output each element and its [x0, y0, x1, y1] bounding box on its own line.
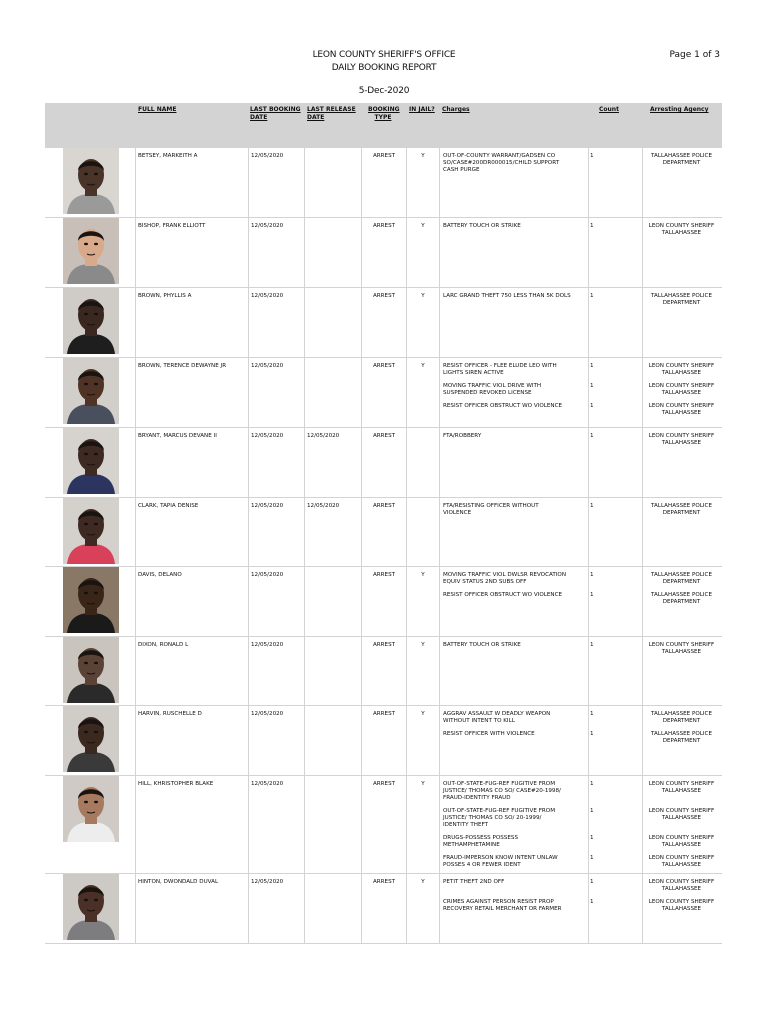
- col-header-charges: Charges: [442, 106, 470, 113]
- cell-rel: [305, 148, 361, 217]
- in-jail-flag: Y: [421, 363, 425, 369]
- arresting-agency: LEON COUNTY SHERIFF: [648, 363, 715, 369]
- charge-text: FRAUD-IMPERSON KNOW INTENT UNLAW: [443, 855, 558, 861]
- arresting-agency: TALLAHASSEE POLICE: [651, 731, 712, 737]
- charge-count: 1: [590, 711, 594, 717]
- charge-text: RESIST OFFICER OBSTRUCT WO VIOLENCE: [443, 592, 563, 598]
- table-row: [45, 498, 722, 566]
- arresting-agency: LEON COUNTY SHERIFF: [648, 879, 715, 885]
- charge-text: RECOVERY RETAIL MERCHANT OR FARMER: [443, 906, 562, 912]
- inmate-name: BISHOP, FRANK ELLIOTT: [138, 223, 206, 229]
- in-jail-flag: Y: [421, 293, 425, 299]
- booking-type: ARREST: [372, 572, 396, 578]
- charge-count: 1: [590, 572, 594, 578]
- charge-text: JUSTICE/ THOMAS CO SO/ 20-1999/: [443, 815, 542, 821]
- table-row: [45, 148, 722, 217]
- arresting-agency: LEON COUNTY SHERIFF: [648, 642, 715, 648]
- cell-jail: [407, 776, 439, 873]
- charge-text: AGGRAV ASSAULT W DEADLY WEAPON: [443, 711, 551, 717]
- charge-text: OUT-OF-COUNTY WARRANT/GADSEN CO: [443, 153, 556, 159]
- charge-text: MOVING TRAFFIC VIOL DWLSR REVOCATION: [443, 572, 567, 578]
- charge-text: LARC GRAND THEFT 750 LESS THAN 5K DOLS: [443, 293, 571, 299]
- cell-name: [136, 776, 248, 873]
- charge-text: RESIST OFFICER - FLEE ELUDE LEO WITH: [443, 363, 557, 369]
- cell-type: [362, 776, 406, 873]
- charge-count: 1: [590, 363, 594, 369]
- inmate-name: HINTON, DWONDALD DUVAL: [138, 879, 219, 885]
- charge-text: BATTERY TOUCH OR STRIKE: [443, 223, 521, 229]
- col-header-full-name: FULL NAME: [138, 106, 177, 113]
- table-row: [45, 428, 722, 497]
- arresting-agency: TALLAHASSEE: [661, 230, 702, 236]
- blank-area: [45, 845, 135, 873]
- charge-text: FTA/RESISTING OFFICER WITHOUT: [443, 503, 539, 509]
- mugshot-photo: [63, 567, 119, 633]
- table-row: [45, 358, 722, 427]
- charge-text: VIOLENCE: [443, 510, 472, 516]
- booking-date: 12/05/2020: [251, 293, 284, 299]
- table-row: [45, 874, 722, 943]
- arresting-agency: LEON COUNTY SHERIFF: [648, 781, 715, 787]
- cell-rel: [305, 358, 361, 427]
- booking-date: 12/05/2020: [251, 503, 284, 509]
- mugshot-photo: [63, 288, 119, 354]
- arresting-agency: TALLAHASSEE POLICE: [651, 592, 712, 598]
- mugshot-photo: [63, 498, 119, 564]
- charge-text: EQUIV STATUS 2ND SUBS OFF: [443, 579, 527, 585]
- booking-type: ARREST: [372, 642, 396, 648]
- arresting-agency: LEON COUNTY SHERIFF: [648, 383, 715, 389]
- booking-type: ARREST: [372, 879, 396, 885]
- arresting-agency: TALLAHASSEE: [661, 370, 702, 376]
- arresting-agency: TALLAHASSEE: [661, 440, 702, 446]
- charge-text: FRAUD-IDENTITY FRAUD: [443, 795, 511, 801]
- charge-text: OUT-OF-STATE-FUG-REF FUGITIVE FROM: [443, 781, 556, 787]
- booking-date: 12/05/2020: [251, 153, 284, 159]
- booking-date: 12/05/2020: [251, 642, 284, 648]
- col-header-arresting-agency: Arresting Agency: [650, 106, 709, 113]
- in-jail-flag: Y: [421, 223, 425, 229]
- charge-count: 1: [590, 153, 594, 159]
- cell-rel: [305, 218, 361, 287]
- arresting-agency: TALLAHASSEE: [661, 390, 702, 396]
- arresting-agency: LEON COUNTY SHERIFF: [648, 835, 715, 841]
- charge-text: POSSES 4 OR FEWER IDENT: [443, 862, 521, 868]
- booking-date: 12/05/2020: [251, 711, 284, 717]
- inmate-name: HARVIN, RUSCHELLE D: [138, 711, 202, 717]
- inmate-name: HILL, KHRISTOPHER BLAKE: [138, 781, 214, 787]
- mugshot-photo: [63, 218, 119, 284]
- charge-text: IDENTITY THEFT: [443, 822, 489, 828]
- cell-jail: [407, 498, 439, 566]
- release-date: 12/05/2020: [307, 503, 340, 509]
- charge-text: RESIST OFFICER OBSTRUCT WO VIOLENCE: [443, 403, 563, 409]
- charge-count: 1: [590, 503, 594, 509]
- inmate-name: BETSEY, MARKEITH A: [138, 153, 198, 159]
- charge-text: SO/CASE#200DR000015/CHILD SUPPORT: [443, 160, 560, 166]
- booking-date: 12/05/2020: [251, 433, 284, 439]
- charge-count: 1: [590, 433, 594, 439]
- arresting-agency: LEON COUNTY SHERIFF: [648, 855, 715, 861]
- cell-jail: [407, 428, 439, 497]
- report-date: 5-Dec-2020: [358, 86, 410, 96]
- charge-text: JUSTICE/ THOMAS CO SO/ CASE#20-1998/: [443, 788, 561, 794]
- arresting-agency: TALLAHASSEE: [661, 815, 702, 821]
- booking-type: ARREST: [372, 293, 396, 299]
- office-title: LEON COUNTY SHERIFF'S OFFICE: [312, 50, 456, 60]
- table-row: [45, 288, 722, 357]
- charge-text: FTA/ROBBERY: [443, 433, 482, 439]
- mugshot-photo: [63, 637, 119, 703]
- booking-date: 12/05/2020: [251, 223, 284, 229]
- arresting-agency: LEON COUNTY SHERIFF: [648, 223, 715, 229]
- arresting-agency: TALLAHASSEE POLICE: [651, 572, 712, 578]
- cell-rel: [305, 637, 361, 705]
- mugshot-photo: [63, 874, 119, 940]
- cell-rel: [305, 288, 361, 357]
- arresting-agency: DEPARTMENT: [662, 579, 701, 585]
- charge-text: BATTERY TOUCH OR STRIKE: [443, 642, 521, 648]
- in-jail-flag: Y: [421, 642, 425, 648]
- charge-count: 1: [590, 592, 594, 598]
- charge-text: DRUGS-POSSESS POSSESS: [443, 835, 518, 841]
- cell-rel: [305, 706, 361, 775]
- col-header-last-release-date: LAST RELEASE DATE: [307, 106, 356, 121]
- arresting-agency: TALLAHASSEE: [661, 649, 702, 655]
- mugshot-photo: [63, 776, 119, 842]
- inmate-name: DIXON, RONALD L: [138, 642, 189, 648]
- col-header-count: Count: [599, 106, 619, 113]
- inmate-name: BROWN, PHYLLIS A: [138, 293, 192, 299]
- arresting-agency: DEPARTMENT: [662, 718, 701, 724]
- cell-rel: [305, 776, 361, 873]
- charge-text: CASH PURGE: [443, 167, 480, 173]
- arresting-agency: TALLAHASSEE: [661, 410, 702, 416]
- charge-count: 1: [590, 731, 594, 737]
- charge-text: RESIST OFFICER WITH VIOLENCE: [443, 731, 535, 737]
- charge-text: SUSPENDED REVOKED LICENSE: [443, 390, 532, 396]
- charge-text: PETIT THEFT 2ND OFF: [443, 879, 505, 885]
- col-header-last-booking-date: LAST BOOKING DATE: [250, 106, 301, 121]
- arresting-agency: TALLAHASSEE POLICE: [651, 293, 712, 299]
- booking-type: ARREST: [372, 711, 396, 717]
- release-date: 12/05/2020: [307, 433, 340, 439]
- booking-date: 12/05/2020: [251, 572, 284, 578]
- arresting-agency: TALLAHASSEE: [661, 906, 702, 912]
- arresting-agency: DEPARTMENT: [662, 300, 701, 306]
- arresting-agency: LEON COUNTY SHERIFF: [648, 403, 715, 409]
- charge-count: 1: [590, 835, 594, 841]
- inmate-name: BROWN, TERENCE DEWAYNE JR: [138, 363, 227, 369]
- cell-rel: [305, 567, 361, 636]
- mugshot-photo: [63, 706, 119, 772]
- mugshot-photo: [63, 358, 119, 424]
- inmate-name: CLARK, TAPIA DENISE: [138, 503, 199, 509]
- arresting-agency: TALLAHASSEE POLICE: [651, 153, 712, 159]
- table-row: [45, 776, 722, 873]
- arresting-agency: TALLAHASSEE: [661, 862, 702, 868]
- arresting-agency: DEPARTMENT: [662, 510, 701, 516]
- table-row: [45, 218, 722, 287]
- booking-date: 12/05/2020: [251, 363, 284, 369]
- table-row: [45, 567, 722, 636]
- booking-type: ARREST: [372, 363, 396, 369]
- charge-count: 1: [590, 642, 594, 648]
- col-header-booking-type: BOOKING TYPE: [368, 106, 400, 121]
- booking-type: ARREST: [372, 781, 396, 787]
- booking-date: 12/05/2020: [251, 879, 284, 885]
- charge-text: LIGHTS SIREN ACTIVE: [443, 370, 504, 376]
- charge-count: 1: [590, 781, 594, 787]
- charge-count: 1: [590, 808, 594, 814]
- table-row: [45, 637, 722, 705]
- booking-type: ARREST: [372, 223, 396, 229]
- arresting-agency: TALLAHASSEE: [661, 842, 702, 848]
- arresting-agency: DEPARTMENT: [662, 738, 701, 744]
- charge-count: 1: [590, 403, 594, 409]
- mugshot-photo: [63, 148, 119, 214]
- in-jail-flag: Y: [421, 711, 425, 717]
- charge-count: 1: [590, 383, 594, 389]
- charge-text: WITHOUT INTENT TO KILL: [443, 718, 515, 724]
- cell-book: [249, 776, 304, 873]
- inmate-name: DAVIS, DELANO: [138, 572, 182, 578]
- booking-type: ARREST: [372, 433, 396, 439]
- arresting-agency: TALLAHASSEE POLICE: [651, 503, 712, 509]
- arresting-agency: TALLAHASSEE: [661, 788, 702, 794]
- inmate-name: BRYANT, MARCUS DEVANE II: [138, 433, 217, 439]
- arresting-agency: LEON COUNTY SHERIFF: [648, 433, 715, 439]
- in-jail-flag: Y: [421, 879, 425, 885]
- charge-count: 1: [590, 899, 594, 905]
- charge-count: 1: [590, 293, 594, 299]
- arresting-agency: TALLAHASSEE POLICE: [651, 711, 712, 717]
- arresting-agency: LEON COUNTY SHERIFF: [648, 899, 715, 905]
- arresting-agency: TALLAHASSEE: [661, 886, 702, 892]
- booking-date: 12/05/2020: [251, 781, 284, 787]
- charge-text: CRIMES AGAINST PERSON RESIST PROP: [443, 899, 554, 905]
- arresting-agency: LEON COUNTY SHERIFF: [648, 808, 715, 814]
- arresting-agency: DEPARTMENT: [662, 160, 701, 166]
- cell-rel: [305, 874, 361, 943]
- report-title: DAILY BOOKING REPORT: [331, 63, 437, 73]
- in-jail-flag: Y: [421, 153, 425, 159]
- charge-text: MOVING TRAFFIC VIOL DRIVE WITH: [443, 383, 542, 389]
- in-jail-flag: Y: [421, 781, 425, 787]
- page-number: Page 1 of 3: [669, 50, 720, 60]
- booking-type: ARREST: [372, 503, 396, 509]
- col-header-in-jail: IN JAIL?: [409, 106, 435, 113]
- table-row: [45, 706, 722, 775]
- charge-text: OUT-OF-STATE-FUG-REF FUGITIVE FROM: [443, 808, 556, 814]
- booking-type: ARREST: [372, 153, 396, 159]
- charge-count: 1: [590, 879, 594, 885]
- charge-text: METHAMPHETAMINE: [443, 842, 500, 848]
- mugshot-photo: [63, 428, 119, 494]
- in-jail-flag: Y: [421, 572, 425, 578]
- booking-report-table: [45, 103, 722, 944]
- arresting-agency: DEPARTMENT: [662, 599, 701, 605]
- charge-count: 1: [590, 855, 594, 861]
- charge-count: 1: [590, 223, 594, 229]
